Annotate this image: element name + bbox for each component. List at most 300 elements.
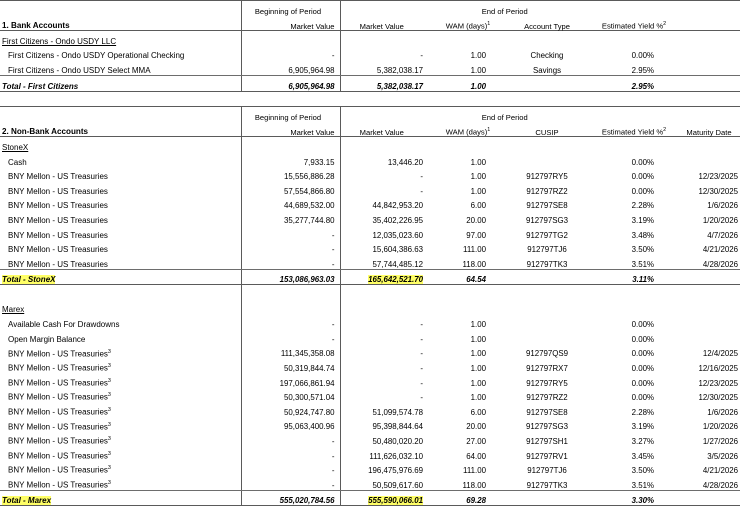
row-maturity: 4/21/2026: [702, 245, 738, 255]
row-maturity: 12/4/2025: [702, 349, 738, 359]
row-maturity: [678, 60, 740, 75]
header-yield-label-2: Estimated Yield %: [601, 127, 664, 137]
table-row: [0, 475, 740, 490]
row-market-value: -: [420, 378, 423, 388]
row-yield: 3.27%: [631, 436, 654, 446]
total-label: Total - First Citizens: [0, 75, 241, 91]
row-yield: 3.50%: [631, 466, 654, 476]
row-cusip: 912797RZ2: [526, 186, 568, 196]
row-yield: 2.28%: [631, 201, 654, 211]
header-row-period: [0, 1, 740, 16]
group-row-first-citizens: [0, 31, 740, 46]
row-bop-market-value: 35,277,744.80: [241, 210, 340, 225]
row-wam: 20.00: [466, 216, 486, 225]
row-label-text: BNY Mellon - US Treasuries: [8, 201, 108, 211]
row-maturity: 1/20/2026: [702, 216, 738, 225]
total-maturity: [678, 490, 740, 506]
row-label: [0, 446, 241, 461]
row-yield: 3.19%: [631, 422, 654, 432]
row-cusip: 912797RX7: [526, 363, 568, 373]
row-cusip: 912797RZ2: [526, 393, 568, 403]
total-label-text: Total - StoneX: [2, 275, 56, 285]
row-maturity: 12/23/2025: [698, 172, 738, 182]
row-maturity: 1/27/2026: [702, 436, 738, 446]
row-market-value: 51,099,574.78: [372, 407, 423, 417]
header-beginning-of-period-2: Beginning of Period: [241, 107, 340, 122]
row-label: [0, 314, 241, 329]
row-label-footnote: 3: [107, 479, 111, 486]
row-market-value: -: [420, 186, 423, 196]
group-gap-row: [0, 285, 740, 300]
row-cusip: 912797SG3: [525, 216, 569, 225]
table-row: [0, 60, 740, 75]
total-maturity: [678, 269, 740, 285]
row-cusip: 912797TJ6: [527, 466, 567, 476]
row-wam: 118.00: [432, 254, 504, 269]
table-row: [0, 181, 740, 196]
row-market-value: 15,604,386.63: [372, 245, 423, 255]
row-label: [0, 387, 241, 402]
header-end-of-period-2: End of Period: [340, 107, 678, 122]
header-end-of-period: End of Period: [340, 1, 678, 16]
header-wam-label: WAM (days): [445, 21, 488, 31]
group-cusip-blank: [504, 300, 590, 315]
row-label-text: BNY Mellon - US Treasuries: [8, 245, 108, 255]
row-yield: 3.45%: [631, 451, 654, 461]
row-cusip: 912797TK3: [504, 254, 590, 269]
row-cusip: 912797QS9: [525, 349, 569, 359]
row-label: [0, 431, 241, 446]
row-label-text: BNY Mellon - US Treasuries: [8, 172, 108, 182]
row-label: [0, 373, 241, 388]
total-label-text: Total - Marex: [2, 496, 52, 506]
total-cusip: [504, 269, 590, 285]
row-label: [0, 475, 241, 490]
table-row: [0, 254, 740, 269]
group-title-cell: [0, 31, 241, 46]
row-label-text: BNY Mellon - US Treasuries: [8, 436, 108, 446]
row-label-footnote: 3: [107, 392, 111, 399]
header-yield-footnote-2: 2: [663, 127, 667, 134]
row-wam: 1.00: [470, 334, 486, 344]
total-cusip: [504, 490, 590, 506]
row-bop-market-value: 111,345,358.08: [241, 344, 340, 359]
row-market-value: 35,402,226.95: [372, 216, 423, 225]
header-estimated-yield: [590, 16, 678, 31]
row-label-text: BNY Mellon - US Treasuries: [8, 466, 108, 475]
row-yield: 3.50%: [631, 245, 654, 255]
group-bop-blank: [241, 137, 340, 152]
row-wam: 1.00: [470, 393, 486, 403]
header-cusip: CUSIP: [504, 122, 590, 137]
group-wam-blank: [432, 31, 504, 46]
section-2-title: 2. Non-Bank Accounts: [0, 122, 241, 137]
table-row: [0, 460, 740, 475]
row-bop-market-value: -: [241, 225, 340, 240]
row-label-footnote: 3: [107, 465, 111, 472]
row-label: [0, 196, 241, 211]
group-gap-mv: [340, 285, 432, 300]
header-row-period-2: [0, 107, 740, 122]
group-bop-blank: [241, 31, 340, 46]
header-wam-footnote-2: 1: [487, 127, 491, 134]
group-gap-bop: [241, 285, 340, 300]
row-label-footnote: 3: [107, 450, 111, 457]
row-label: [0, 417, 241, 432]
row-maturity: 1/20/2026: [702, 422, 738, 432]
row-maturity: 4/28/2026: [678, 475, 740, 490]
group-gap-yield: [590, 285, 678, 300]
row-maturity: 1/6/2026: [707, 201, 738, 211]
row-yield: 0.00%: [631, 172, 654, 182]
group-row-marex: [0, 300, 740, 315]
row-label: First Citizens - Ondo USDY Select MMA: [0, 60, 241, 75]
table-row: [0, 240, 740, 255]
row-yield: 3.51%: [590, 475, 678, 490]
row-maturity: 4/21/2026: [702, 466, 738, 476]
total-yield: 3.30%: [590, 490, 678, 506]
row-maturity: 12/23/2025: [698, 378, 738, 388]
total-account-type: [504, 75, 590, 91]
row-market-value: 57,744,485.12: [340, 254, 432, 269]
row-label-text: BNY Mellon - US Treasuries: [8, 215, 108, 225]
total-row-stonex: [0, 269, 740, 285]
row-yield: 3.48%: [631, 230, 654, 240]
row-label-text: BNY Mellon - US Treasuries: [8, 259, 108, 269]
row-yield: 0.00%: [631, 378, 654, 388]
group-bop-blank: [241, 300, 340, 315]
row-market-value: 111,626,032.10: [369, 451, 423, 461]
row-yield: 3.51%: [590, 254, 678, 269]
group-mat-blank: [678, 137, 740, 152]
row-market-value: 12,035,023.60: [372, 230, 423, 240]
row-label-text: Available Cash For Drawdowns: [8, 320, 120, 330]
row-wam: 64.00: [466, 451, 486, 461]
row-label: [0, 167, 241, 182]
group-type-blank: [504, 31, 590, 46]
total-bop-market-value: 555,020,784.56: [241, 490, 340, 506]
row-label-text: BNY Mellon - US Treasuries: [8, 480, 108, 490]
header-bop-market-value-2: Market Value: [241, 122, 340, 137]
header-row-columns: [0, 16, 740, 31]
table-row: [0, 446, 740, 461]
row-market-value: 5,382,038.17: [340, 60, 432, 75]
row-bop-market-value: 50,924,747.80: [241, 402, 340, 417]
row-maturity: [678, 152, 740, 167]
row-market-value: 196,475,976.69: [368, 466, 423, 476]
row-wam: 20.00: [466, 422, 486, 432]
row-yield: 0.00%: [631, 186, 654, 196]
total-market-value-text: 165,642,521.70: [368, 275, 423, 285]
row-market-value: -: [420, 363, 423, 373]
row-cusip: 912797RV1: [526, 451, 568, 461]
group-title-marex: Marex: [2, 305, 25, 315]
row-maturity: 1/6/2026: [707, 407, 738, 417]
total-label: [0, 269, 241, 285]
row-label: [0, 329, 241, 344]
row-maturity: 12/30/2025: [698, 393, 738, 403]
total-market-value: [340, 269, 432, 285]
row-label: [0, 358, 241, 373]
row-market-value: -: [420, 51, 423, 61]
header-spacer-4: [0, 107, 241, 122]
table-row: [0, 431, 740, 446]
header-bop-market-value: Market Value: [241, 16, 340, 31]
row-label-text: BNY Mellon - US Treasuries: [8, 230, 108, 240]
header-account-type: Account Type: [504, 16, 590, 31]
row-wam: 1.00: [432, 60, 504, 75]
table-row: [0, 373, 740, 388]
row-label-text: BNY Mellon - US Treasuries: [8, 349, 108, 359]
total-row-first-citizens: [0, 75, 740, 91]
header-spacer-5: [678, 107, 740, 122]
row-cusip: 912797TJ6: [527, 245, 567, 255]
header-wam-footnote: 1: [487, 21, 491, 28]
section-1-title: 1. Bank Accounts: [0, 16, 241, 31]
row-market-value: -: [420, 349, 423, 359]
row-label: [0, 152, 241, 167]
total-wam: 1.00: [432, 75, 504, 91]
row-label-text: BNY Mellon - US Treasuries: [8, 393, 108, 403]
row-wam: 1.00: [470, 320, 486, 330]
row-yield: 2.95%: [590, 60, 678, 75]
row-wam: 1.00: [470, 363, 486, 373]
row-label-text: BNY Mellon - US Treasuries: [8, 186, 108, 196]
row-bop-market-value: -: [241, 475, 340, 490]
row-bop-market-value: 50,319,844.74: [241, 358, 340, 373]
row-yield: 2.28%: [631, 407, 654, 417]
group-mat-blank: [678, 300, 740, 315]
row-maturity: 4/28/2026: [678, 254, 740, 269]
row-market-value: 50,509,617.60: [340, 475, 432, 490]
row-bop-market-value: 44,689,532.00: [241, 196, 340, 211]
row-label-text: BNY Mellon - US Treasuries: [8, 407, 108, 417]
row-yield: 0.00%: [631, 157, 654, 167]
group-mv-blank: [340, 31, 432, 46]
row-wam: 1.00: [470, 349, 486, 359]
row-label-footnote: 3: [107, 377, 111, 384]
total-maturity: [678, 75, 740, 91]
row-label: [0, 460, 241, 475]
group-title-cell: [0, 300, 241, 315]
row-cusip: 912797TG2: [526, 230, 568, 240]
row-wam: 6.00: [470, 201, 486, 211]
row-label: [0, 402, 241, 417]
row-yield: 3.19%: [631, 216, 654, 225]
total-yield: 3.11%: [590, 269, 678, 285]
bank-accounts-table: [0, 0, 740, 106]
row-bop-market-value: 50,300,571.04: [241, 387, 340, 402]
group-mv-blank: [340, 137, 432, 152]
header-yield-footnote: 2: [663, 21, 667, 28]
table-row: [0, 196, 740, 211]
group-yield-blank: [590, 137, 678, 152]
table-row: [0, 358, 740, 373]
row-label-text: Cash: [8, 157, 27, 167]
section-gap-cell: [0, 91, 740, 106]
row-cusip: 912797SG3: [525, 422, 569, 432]
row-cusip: 912797SE8: [526, 407, 568, 417]
group-mat-blank: [678, 31, 740, 46]
row-bop-market-value: 57,554,866.80: [241, 181, 340, 196]
total-market-value-text: 555,590,066.01: [368, 496, 423, 506]
row-label: [0, 240, 241, 255]
row-wam: 1.00: [470, 378, 486, 388]
total-row-marex: [0, 490, 740, 506]
section-gap: [0, 91, 740, 106]
row-wam: 1.00: [470, 172, 486, 182]
row-wam: 111.00: [463, 466, 486, 476]
row-label-footnote: 3: [107, 348, 111, 355]
row-wam: 27.00: [466, 436, 486, 446]
header-market-value: Market Value: [340, 16, 432, 31]
row-label-footnote: 3: [107, 421, 111, 428]
row-maturity: [678, 329, 740, 344]
total-market-value: [340, 490, 432, 506]
row-bop-market-value: -: [241, 329, 340, 344]
total-yield: 2.95%: [590, 75, 678, 91]
row-yield: 0.00%: [631, 320, 654, 330]
row-cusip: 912797SH1: [526, 436, 568, 446]
row-label-text: BNY Mellon - US Treasuries: [8, 363, 108, 373]
row-cusip: 912797TK3: [504, 475, 590, 490]
row-bop-market-value: 7,933.15: [241, 152, 340, 167]
header-estimated-yield-2: [590, 122, 678, 137]
group-yield-blank: [590, 31, 678, 46]
table-row: [0, 344, 740, 359]
total-bop-market-value: 153,086,963.03: [241, 269, 340, 285]
row-bop-market-value: -: [241, 446, 340, 461]
row-account-type: Savings: [504, 60, 590, 75]
row-cusip: 912797SE8: [526, 201, 568, 211]
row-wam: 1.00: [470, 51, 486, 61]
group-mv-blank: [340, 300, 432, 315]
group-title-cell: [0, 137, 241, 152]
row-yield: 0.00%: [631, 363, 654, 373]
row-maturity: 4/7/2026: [707, 230, 738, 240]
header-spacer-1: [0, 1, 241, 16]
row-wam: 97.00: [466, 230, 486, 240]
row-maturity: [678, 314, 740, 329]
row-cusip: 912797RY5: [526, 172, 568, 182]
row-label-text: BNY Mellon - US Treasuries: [8, 378, 108, 388]
group-title-stonex: StoneX: [2, 142, 29, 152]
group-gap-label: [0, 285, 241, 300]
row-bop-market-value: 95,063,400.96: [241, 417, 340, 432]
table-row: [0, 314, 740, 329]
row-cusip: [504, 329, 590, 344]
row-label: [0, 254, 241, 269]
table-row: [0, 387, 740, 402]
row-label-text: Open Margin Balance: [8, 334, 86, 344]
group-cusip-blank: [504, 137, 590, 152]
row-wam: 1.00: [470, 157, 486, 167]
header-yield-label: Estimated Yield %: [601, 21, 664, 31]
row-market-value: 13,446.20: [387, 157, 423, 167]
row-market-value: 44,842,953.20: [372, 201, 423, 211]
total-market-value: 5,382,038.17: [340, 75, 432, 91]
group-wam-blank: [432, 300, 504, 315]
row-cusip: 912797RY5: [526, 378, 568, 388]
non-bank-accounts-table: [0, 106, 740, 506]
row-cusip: [504, 152, 590, 167]
row-cusip: [504, 314, 590, 329]
row-yield: 0.00%: [631, 334, 654, 344]
table-row: [0, 225, 740, 240]
row-market-value: -: [420, 172, 423, 182]
row-label: [0, 225, 241, 240]
header-wam-2: [432, 122, 504, 137]
total-wam: 64.54: [432, 269, 504, 285]
row-market-value: -: [420, 334, 423, 344]
row-market-value: 95,398,844.64: [372, 422, 423, 432]
group-title-first-citizens: First Citizens - Ondo USDY LLC: [2, 36, 117, 46]
row-maturity: [678, 46, 740, 61]
header-spacer-2: [678, 1, 740, 16]
group-yield-blank: [590, 300, 678, 315]
row-maturity: 12/16/2025: [698, 363, 738, 373]
header-row-columns-2: [0, 122, 740, 137]
row-label: [0, 344, 241, 359]
row-bop-market-value: -: [241, 314, 340, 329]
total-label: [0, 490, 241, 506]
row-wam: 118.00: [432, 475, 504, 490]
row-bop-market-value: -: [241, 46, 340, 61]
row-market-value: -: [420, 320, 423, 330]
table-row: [0, 329, 740, 344]
row-bop-market-value: 197,066,861.94: [241, 373, 340, 388]
row-yield: 0.00%: [631, 51, 654, 61]
header-beginning-of-period: Beginning of Period: [241, 1, 340, 16]
header-maturity-date: Maturity Date: [678, 122, 740, 137]
row-label-text: BNY Mellon - US Treasuries: [8, 451, 108, 461]
row-label-footnote: 3: [107, 363, 111, 370]
row-wam: 6.00: [470, 407, 486, 417]
row-label-footnote: 3: [107, 436, 111, 443]
table-row: [0, 152, 740, 167]
table-row: [0, 210, 740, 225]
row-maturity: 3/5/2026: [707, 451, 738, 461]
row-label-footnote: 3: [107, 406, 111, 413]
table-row: [0, 402, 740, 417]
row-bop-market-value: -: [241, 431, 340, 446]
row-market-value: -: [420, 393, 423, 403]
group-row-stonex: [0, 137, 740, 152]
row-account-type: Checking: [530, 51, 564, 61]
total-bop-market-value: 6,905,964.98: [241, 75, 340, 91]
header-spacer-3: [678, 16, 740, 31]
group-gap-wam: [432, 285, 504, 300]
row-bop-market-value: -: [241, 254, 340, 269]
group-wam-blank: [432, 137, 504, 152]
table-row: [0, 167, 740, 182]
group-gap-mat: [678, 285, 740, 300]
row-maturity: 12/30/2025: [698, 186, 738, 196]
row-bop-market-value: -: [241, 460, 340, 475]
total-wam: 69.28: [432, 490, 504, 506]
row-label: [0, 210, 241, 225]
row-label: First Citizens - Ondo USDY Operational Checking: [8, 51, 185, 61]
row-bop-market-value: 6,905,964.98: [241, 60, 340, 75]
row-yield: 0.00%: [631, 393, 654, 403]
row-yield: 0.00%: [631, 349, 654, 359]
table-row: [0, 46, 740, 61]
table-row: [0, 417, 740, 432]
row-wam: 1.00: [470, 186, 486, 196]
row-label-text: BNY Mellon - US Treasuries: [8, 422, 108, 432]
header-wam-label-2: WAM (days): [445, 127, 488, 137]
row-bop-market-value: -: [241, 240, 340, 255]
